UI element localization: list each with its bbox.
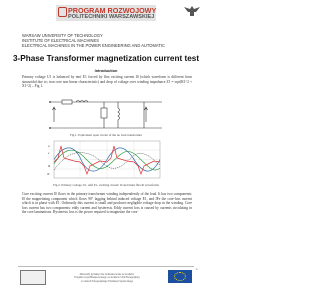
footer-text [50,273,164,283]
page-title: 3-Phase Transformer magnetization current test [12,54,200,63]
figure-1-caption: Fig.1. Equivalent open circuit of the no load transformer [69,133,143,137]
eu-flag-icon [168,270,192,283]
institution-line: ELECTRICAL MACHINES IN THE POWER ENGINEERING AND AUTOMATIC [22,43,165,48]
program-logo [56,5,156,21]
page-number: 1 [196,267,198,271]
footer-line: Materiały dydaktyczne dofinansowane ze środków [79,273,135,276]
eagle-emblem-icon [182,4,202,18]
human-capital-logo-icon [20,270,46,285]
section-heading: Introduction [94,68,118,73]
footer-line: w ramach Europejskiego Funduszu Społecznego [80,279,134,283]
footer-line: Projektu współfinansowanego ze środków Unii Europejskiej [74,276,140,280]
plot-label-e: e [48,151,50,155]
logo-title: PROGRAM ROZWOJOWY [68,6,157,15]
intro-paragraph: Primary voltage U1 is balanced by emf E1 forced by flux exciting current I0 (which waveform is different from sinusoidal due to; iron core non linear characteristic) and drop of voltage over winding impedance Z1 = sqrt(R1^2 + X1^2) – Fig 1. [22,75,192,88]
footer-divider [18,266,194,267]
body-paragraph: Core exciting current I0 flows in the primary transformer winding independently of the load. It has two components: I0 the magnetizing component which flows 90° lagging behind induced voltage E1, and IFe the core-loss current which is in phase with E1. Ordinarily this current is small and produces negligible voltage drop in the winding. Core loss current has two components: eddy current and hysteresis. Eddy current loss is caused by currents circulating in the core laminations. Hysteresis loss is the power required to magnetize the core [22,192,192,214]
plot-label-u: u [48,144,50,148]
plot-label-flux: Φ [48,164,51,168]
waveform-plot [44,140,170,180]
university-emblem-icon [58,7,67,17]
institution-line: INSTITUTE OF ELECTRICAL MACHINES [22,38,99,43]
figure-2-caption: Fig.2. Primary voltage U1, emf E1, exciting current i0 and main flux Φ waveforms [53,183,159,187]
institution-line: WARSAW UNIVERSITY OF TECHNOLOGY [22,33,103,38]
institution-block [22,33,165,48]
logo-subtitle: POLITECHNIKI WARSZAWSKIEJ [68,14,155,20]
plot-label-i0: i0 [47,172,50,176]
equivalent-circuit-diagram [44,96,168,132]
